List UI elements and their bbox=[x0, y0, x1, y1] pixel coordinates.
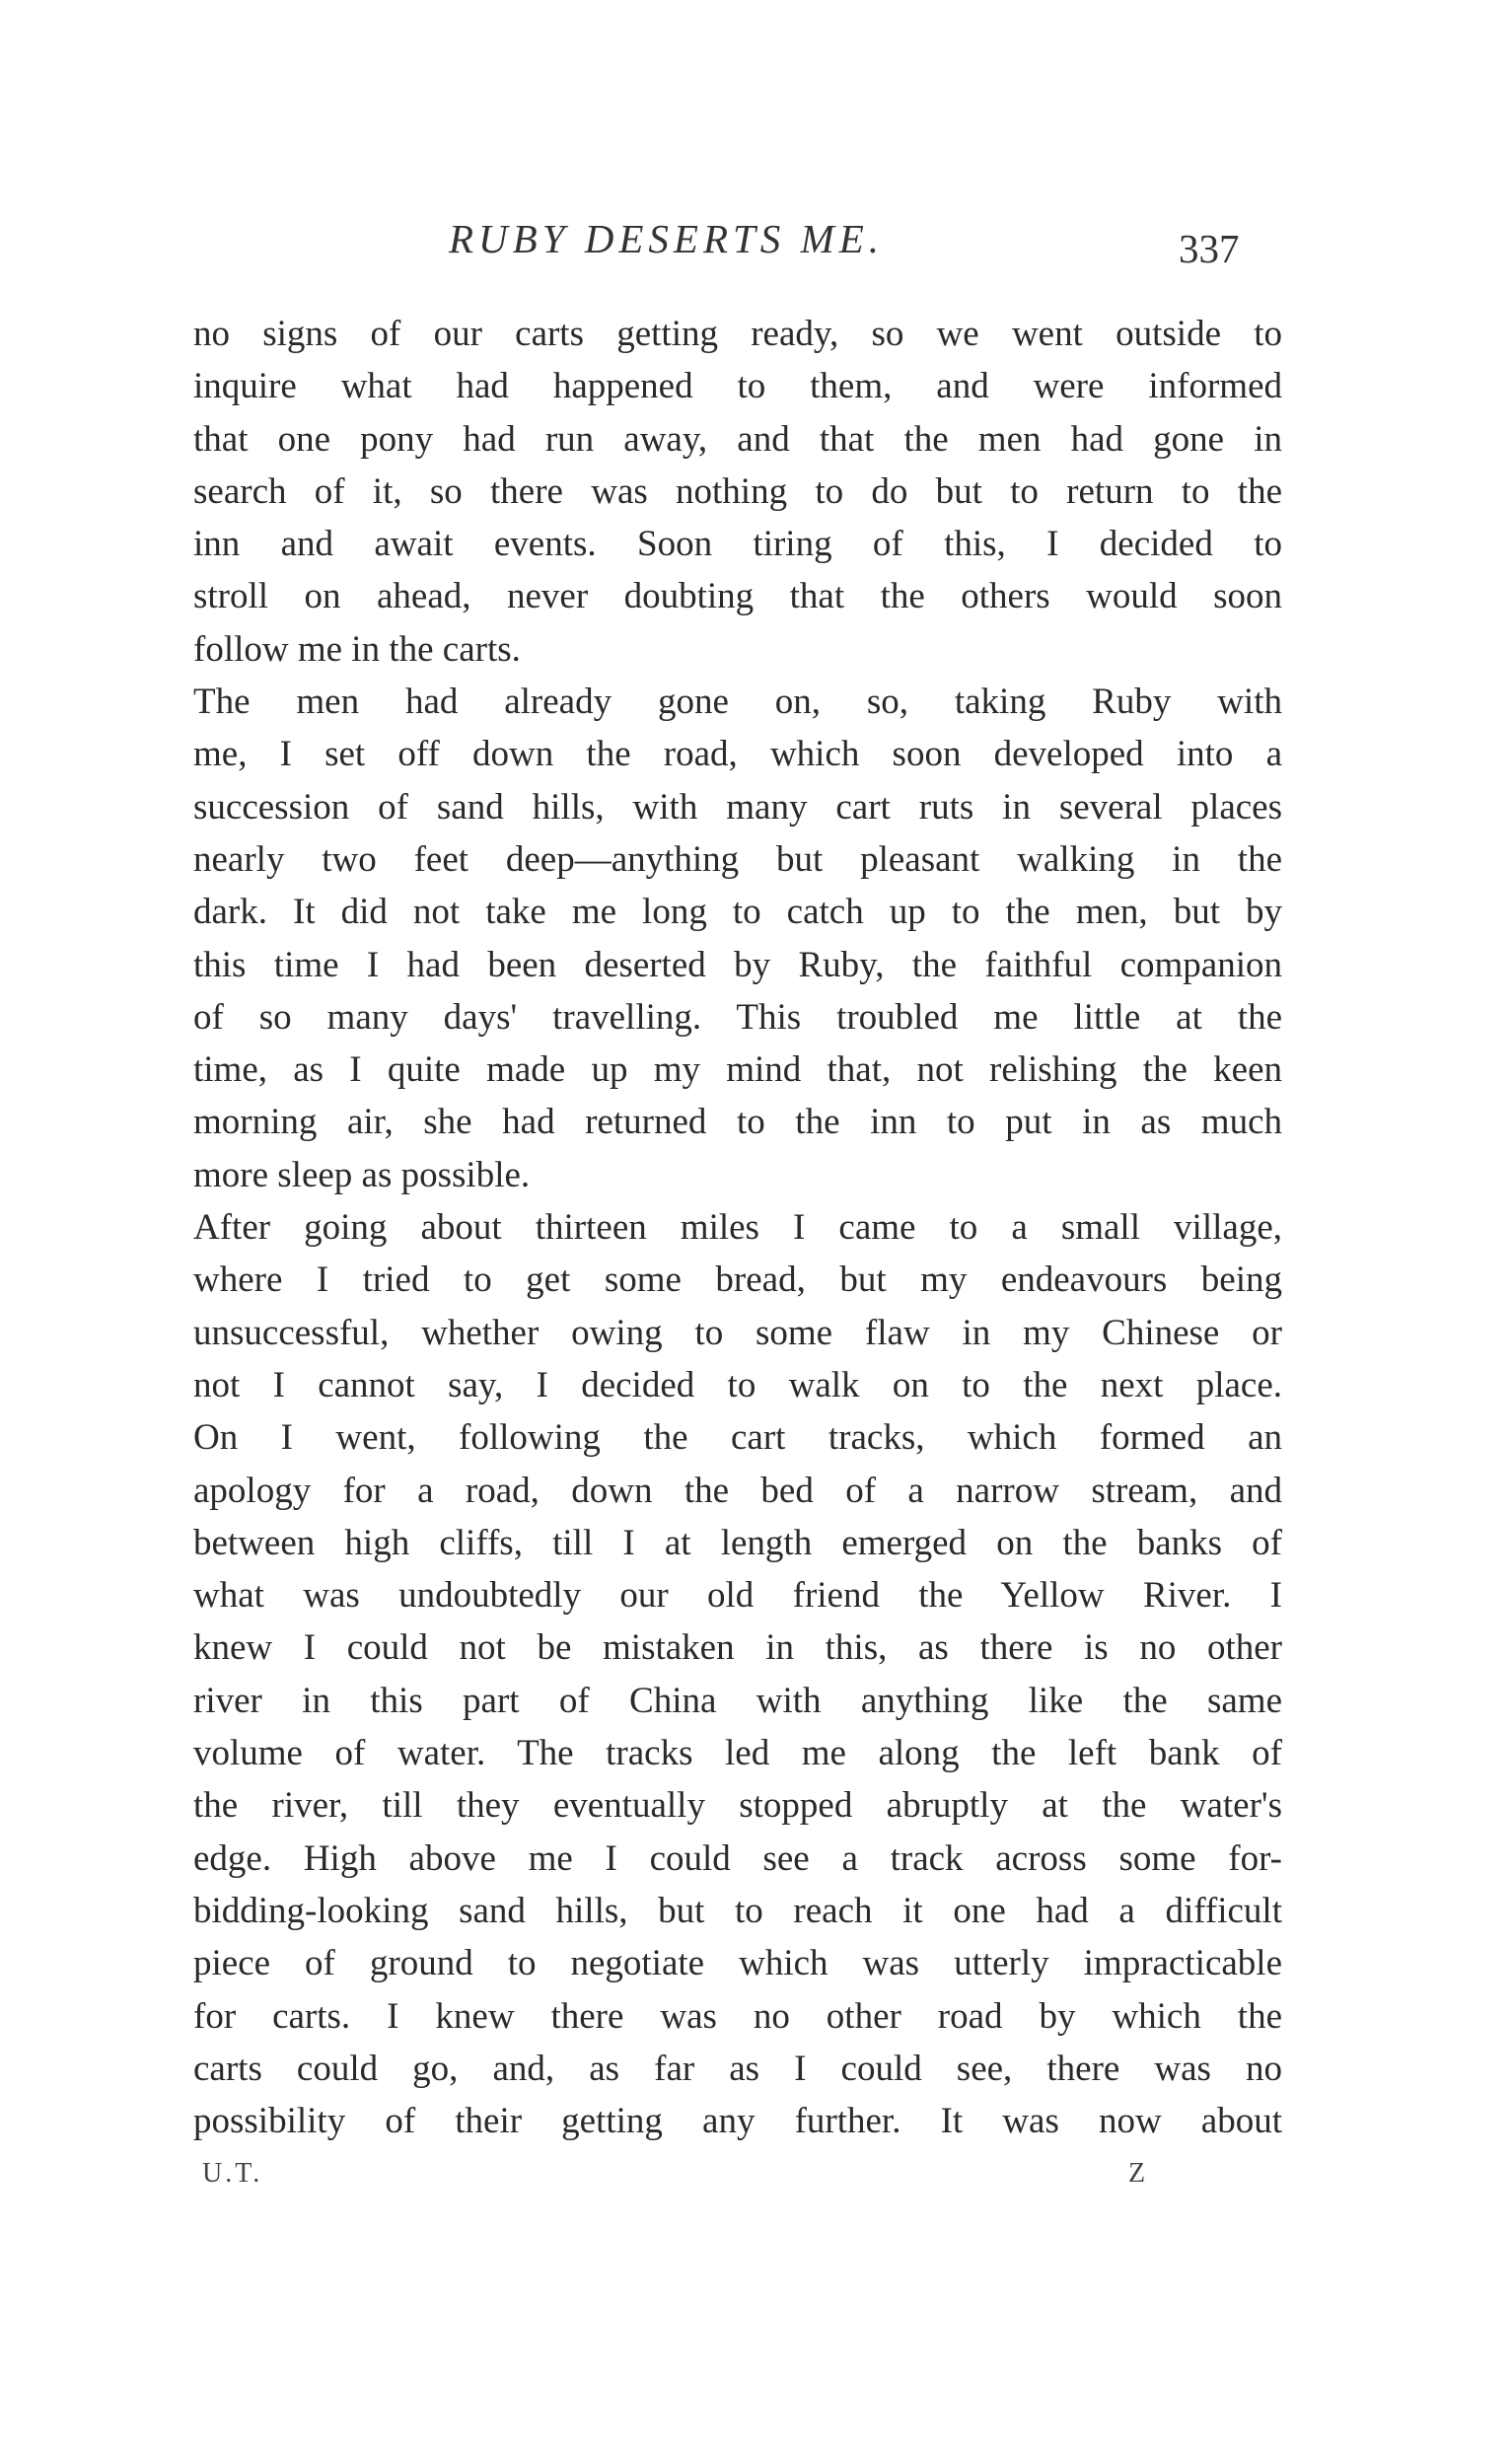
text-line: this time I had been deserted by Ruby, the faithful companion bbox=[193, 944, 1282, 985]
text-line: of so many days' travelling. This troubled me little at the bbox=[193, 996, 1282, 1038]
gathering-mark: Z bbox=[1128, 2158, 1146, 2189]
page-footer bbox=[0, 2158, 1512, 2197]
text-line: more sleep as possible. bbox=[193, 1154, 531, 1195]
text-line: for carts. I knew there was no other road by which the bbox=[193, 1995, 1282, 2037]
text-line: edge. High above me I could see a track across some for- bbox=[193, 1837, 1282, 1879]
text-line: what was undoubtedly our old friend the Yellow River. I bbox=[193, 1575, 1282, 1617]
text-line: no signs of our carts getting ready, so we went outside to bbox=[193, 314, 1282, 354]
text-line: After going about thirteen miles I came to a small village, bbox=[193, 1207, 1282, 1249]
text-line: that one pony had run away, and that the men had gone in bbox=[193, 418, 1282, 460]
text-line: possibility of their getting any further. It was now about bbox=[193, 2101, 1282, 2142]
text-line: not I cannot say, I decided to walk on to the next place. bbox=[193, 1364, 1282, 1405]
signature-mark: U.T. bbox=[202, 2158, 263, 2189]
text-line: knew I could not be mistaken in this, as there is no other bbox=[193, 1627, 1282, 1669]
text-line: stroll on ahead, never doubting that the others would soon bbox=[193, 576, 1282, 617]
running-title: RUBY DESERTS ME. bbox=[449, 216, 884, 261]
text-line: carts could go, and, as far as I could see, there was no bbox=[193, 2048, 1282, 2089]
text-line: volume of water. The tracks led me along the left bank of bbox=[193, 1733, 1282, 1774]
text-line: the river, till they eventually stopped abruptly at the water's bbox=[193, 1785, 1282, 1827]
text-line: between high cliffs, till I at length emerged on the banks of bbox=[193, 1522, 1282, 1563]
text-line: inquire what had happened to them, and were informed bbox=[193, 366, 1282, 407]
text-line: On I went, following the cart tracks, which formed an bbox=[193, 1417, 1282, 1459]
page-number: 337 bbox=[1179, 226, 1240, 271]
text-line: The men had already gone on, so, taking Ruby with bbox=[193, 682, 1282, 723]
text-line: follow me in the carts. bbox=[193, 628, 521, 670]
text-line: search of it, so there was nothing to do but to return to the bbox=[193, 470, 1282, 512]
text-line: dark. It did not take me long to catch up to the men, but by bbox=[193, 892, 1282, 933]
text-line: river in this part of China with anything like the same bbox=[193, 1680, 1282, 1721]
text-line: time, as I quite made up my mind that, not relishing the keen bbox=[193, 1049, 1282, 1091]
text-line: apology for a road, down the bed of a narrow stream, and bbox=[193, 1470, 1282, 1511]
text-line: bidding-looking sand hills, but to reach it one had a difficult bbox=[193, 1890, 1282, 1931]
body-text bbox=[193, 308, 1282, 2147]
text-line: unsuccessful, whether owing to some flaw in my Chinese or bbox=[193, 1312, 1282, 1353]
running-head bbox=[0, 215, 1512, 284]
text-line: piece of ground to negotiate which was utterly impracticable bbox=[193, 1943, 1282, 1984]
text-line: me, I set off down the road, which soon developed into a bbox=[193, 734, 1282, 775]
text-line: succession of sand hills, with many cart ruts in several places bbox=[193, 786, 1282, 828]
text-line: inn and await events. Soon tiring of this, I decided to bbox=[193, 524, 1282, 565]
text-line: nearly two feet deep—anything but pleasant walking in the bbox=[193, 838, 1282, 880]
text-line: morning air, she had returned to the inn to put in as much bbox=[193, 1102, 1282, 1143]
text-line: where I tried to get some bread, but my endeavours being bbox=[193, 1259, 1282, 1301]
